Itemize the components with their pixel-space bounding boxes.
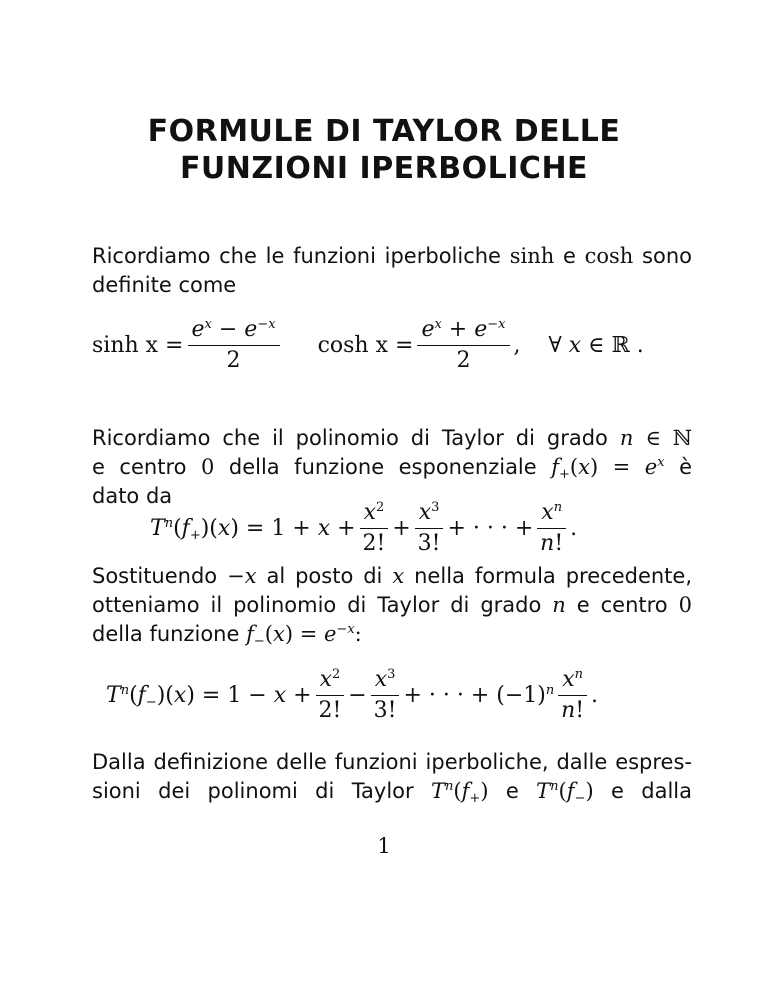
taylor-f-plus-equation: [150, 501, 577, 556]
intro-line-2: definite come: [92, 273, 237, 297]
subst-text-c: nella formula precedente,: [414, 564, 692, 588]
x-symbol: x: [392, 564, 405, 588]
minus-sign: −: [348, 683, 367, 708]
taylor-f-minus-equation: [106, 668, 598, 723]
alternating-ellipsis: + · · · + $(-1)^n$: [403, 683, 555, 708]
page-title-line-1: FORMULE DI TAYLOR DELLE: [147, 114, 621, 149]
neg-term-x3-numerator: $x^3$: [371, 668, 400, 696]
domain-statement: , ∀ x ∈ ℝ .: [513, 333, 644, 358]
closing-text-a: sioni dei polinomi di Taylor: [92, 779, 414, 803]
neg-term-x3-denominator: 3!: [373, 698, 397, 723]
center-zero-2: 0: [678, 593, 692, 617]
taylor-intro-text-d: è: [679, 455, 692, 479]
taylor-intro-text-c: della funzione esponenziale: [228, 455, 537, 479]
term-x3-denominator: 3!: [417, 531, 441, 556]
sinh-symbol: sinh: [509, 244, 555, 268]
intro-paragraph: [92, 242, 692, 300]
closing-paragraph: [92, 748, 692, 806]
neg-term-x2-denominator: 2!: [318, 698, 342, 723]
subst-text-d: otteniamo il polinomio di Taylor di grado: [92, 593, 542, 617]
taylor-f-plus-ref: $T^n(f_+)$: [431, 779, 489, 806]
term-xn-denominator: n!: [540, 531, 564, 556]
taylor-f-plus-lhs: $T^n(f_+)(x) = 1 + x$ +: [150, 516, 356, 543]
taylor-intro-paragraph: [92, 424, 692, 511]
neg-term-x3-fraction: [371, 668, 400, 723]
plus-sign: +: [392, 516, 411, 541]
term-xn-numerator: $x^n$: [537, 501, 566, 529]
neg-term-x2-numerator: $x^2$: [316, 668, 345, 696]
cosh-numerator: $e^x + e^{-x}$: [417, 318, 509, 346]
term-x2-fraction: [360, 501, 389, 556]
cosh-denominator: 2: [456, 348, 471, 373]
substitution-line-3: [92, 620, 692, 649]
taylor-intro-line-1: Ricordiamo che il polinomio di Taylor di grado n ∈ ℕ: [92, 426, 692, 450]
subst-text-f: della funzione: [92, 622, 240, 646]
subst-text-e: e centro: [576, 593, 668, 617]
term-x3-fraction: [415, 501, 444, 556]
taylor-intro-line-3: dato da: [92, 484, 173, 508]
exp-function-def: $f_+(x) = e^x$: [551, 455, 665, 482]
minus-x: −x: [227, 564, 257, 588]
neg-term-xn-fraction: [558, 668, 587, 723]
taylor-f-minus-ref: $T^n(f_-)$: [536, 779, 594, 806]
cosh-lhs: cosh x =: [317, 333, 414, 358]
page-number: 1: [377, 834, 391, 858]
neg-exp-function-def: $f_-(x) = e^{-x}$:: [246, 622, 362, 649]
page-title-line-2: FUNZIONI IPERBOLICHE: [179, 151, 589, 186]
neg-term-xn-denominator: n!: [561, 698, 585, 723]
cosh-symbol: cosh: [584, 244, 634, 268]
equation-period: .: [570, 516, 578, 541]
intro-conjunction: e: [562, 244, 576, 268]
closing-text-c: e dalla: [611, 779, 693, 803]
neg-term-x2-fraction: [316, 668, 345, 723]
hyperbolic-definitions-equation: [92, 318, 644, 373]
term-x2-numerator: $x^2$: [360, 501, 389, 529]
term-xn-fraction: [537, 501, 566, 556]
sinh-fraction: [188, 318, 280, 373]
taylor-f-minus-lhs: $T^n(f_-)(x) = 1 - x$ +: [106, 683, 312, 710]
ellipsis-terms: + · · · +: [447, 516, 534, 541]
sinh-denominator: 2: [226, 348, 241, 373]
subst-text-b: al posto di: [266, 564, 383, 588]
closing-text-b: e: [505, 779, 519, 803]
substitution-paragraph: [92, 562, 692, 649]
neg-term-xn-numerator: $x^n$: [558, 668, 587, 696]
substitution-line-1: [92, 562, 692, 591]
intro-text-a: Ricordiamo che le funzioni iperboliche: [92, 244, 501, 268]
substitution-line-2: [92, 591, 692, 620]
n-symbol: n: [552, 593, 566, 617]
taylor-intro-line-2: [92, 453, 692, 482]
intro-line-1: [92, 242, 692, 271]
sinh-lhs: sinh x =: [92, 333, 184, 358]
term-x2-denominator: 2!: [362, 531, 386, 556]
equation-period-2: .: [591, 683, 599, 708]
closing-line-2: [92, 777, 692, 806]
taylor-intro-text-b: e centro: [92, 455, 187, 479]
term-x3-numerator: $x^3$: [415, 501, 444, 529]
sinh-numerator: $e^x - e^{-x}$: [188, 318, 280, 346]
intro-text-b: sono: [642, 244, 692, 268]
cosh-fraction: [417, 318, 509, 373]
taylor-intro-text-a: Ricordiamo che il polinomio di Taylor di grado: [92, 426, 608, 450]
closing-line-1: Dalla definizione delle funzioni iperboliche, dalle espres-: [92, 750, 692, 774]
subst-text-a: Sostituendo: [92, 564, 218, 588]
n-in-naturals: n: [619, 426, 634, 450]
center-zero: 0: [200, 455, 215, 479]
